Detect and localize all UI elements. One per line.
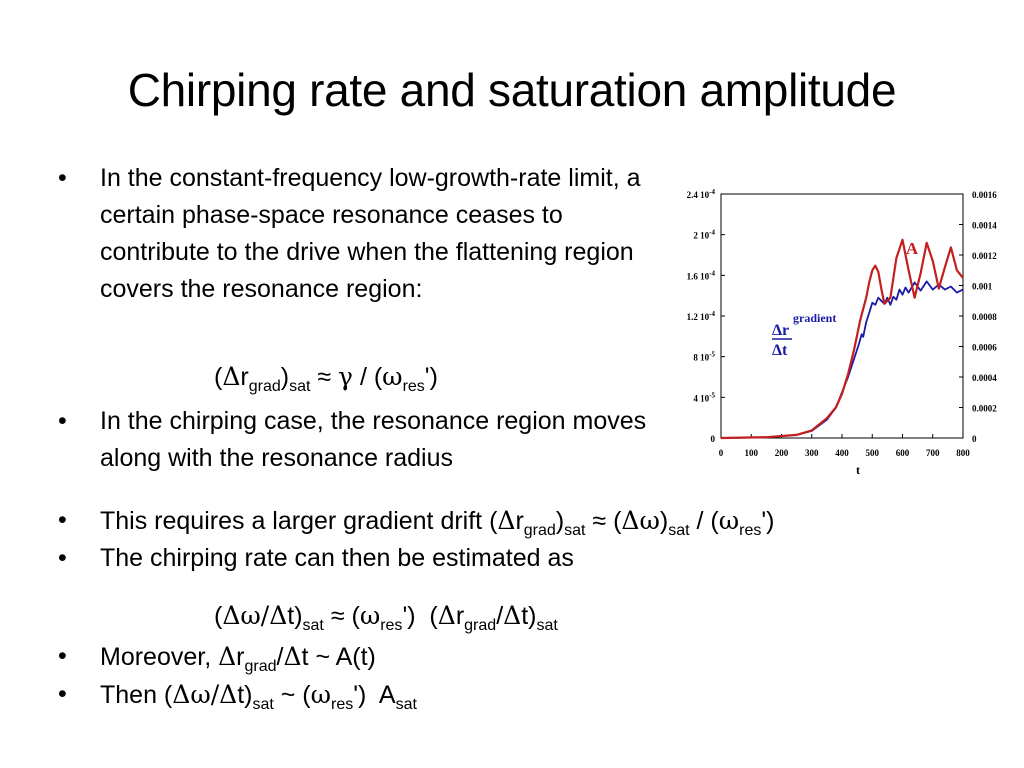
bullet-item: • This requires a larger gradient drift $(\Delta r_{grad})_{sat} \approx (\Delta\omega)_{sat} / (\omega_{res}')$ [58, 502, 958, 540]
series-line-amplitude [721, 240, 963, 438]
left-tick-label: 1.6 $10^{-4}$ [686, 269, 715, 282]
right-tick-label: 0.0006 [972, 342, 997, 353]
x-tick-label: 800 [956, 448, 970, 458]
x-tick-label: 700 [926, 448, 940, 458]
left-tick-label: 2 $10^{-4}$ [693, 228, 715, 241]
plot-frame [721, 194, 963, 438]
left-tick-label: 0 [710, 434, 715, 444]
x-tick-label: 500 [865, 448, 879, 458]
right-axis [959, 190, 997, 444]
saturation-chart [668, 182, 1014, 482]
series-layer [721, 240, 963, 438]
right-tick-label: 0.001 [972, 281, 993, 292]
left-tick-label: 4 $10^{-5}$ [693, 391, 715, 404]
delta-t-label: Δt [772, 342, 788, 359]
left-axis [687, 188, 725, 444]
x-tick-label: 300 [805, 448, 819, 458]
bullet-list-bottom [58, 502, 958, 577]
right-tick-label: 0.0016 [972, 190, 997, 200]
formula-chirping-rate: $(\Delta\omega/\Delta t)_{sat} \approx (\omega_{res}')$ $(\Delta r_{grad}/\Delta t)_{sat}$ [214, 601, 558, 634]
x-tick-label: 600 [895, 448, 910, 458]
right-tick-label: 0.0004 [972, 373, 997, 383]
left-tick-label: 1.2 $10^{-4}$ [686, 310, 715, 322]
right-tick-label: 0.0008 [972, 312, 997, 322]
x-tick-label: 200 [774, 448, 789, 458]
bullet-item: • Moreover, $\Delta r_{grad}/\Delta t$ ~ A(t) [58, 638, 958, 676]
bullet-list-top-2 [58, 403, 653, 477]
bullet-list-top [58, 160, 653, 308]
series-label-a: A [905, 239, 919, 258]
right-tick-label: 0 [972, 434, 977, 444]
bullet-item: • The chirping rate can then be estimated as [58, 540, 958, 577]
x-tick-label: 100 [744, 448, 758, 458]
x-tick-label: 0 [718, 448, 724, 458]
delta-r-label: Δr [772, 322, 790, 339]
gradient-label: gradient [793, 311, 837, 325]
left-tick-label: 8 $10^{-5}$ [693, 350, 715, 363]
series-line-gradient [721, 281, 963, 438]
right-tick-label: 0.0002 [972, 403, 997, 414]
bullet-list-bottom-2 [58, 638, 958, 714]
bullet-item: • Then $(\Delta\omega/\Delta t)_{sat}$ ~ $(\omega_{res}')$ $A_{sat}$ [58, 676, 958, 714]
slide-title: Chirping rate and saturation amplitude [127, 64, 897, 116]
x-axis-label: t [856, 463, 860, 477]
right-tick-label: 0.0012 [972, 251, 997, 261]
x-tick-label: 400 [835, 448, 849, 458]
right-tick-label: 0.0014 [972, 220, 997, 231]
left-tick-label: 2.4 $10^{-4}$ [686, 188, 715, 200]
bullet-item: • In the constant-frequency low-growth-rate limit, a certain phase-space resonance ceases to contribute to the drive when the flattening region covers the resonance region: [58, 160, 653, 308]
bullet-item: • In the chirping case, the resonance region moves along with the resonance radius [58, 403, 653, 477]
formula-saturation-gradient: $(\Delta r_{grad})_{sat} \approx \gamma / (\omega_{res}')$ [214, 362, 438, 395]
